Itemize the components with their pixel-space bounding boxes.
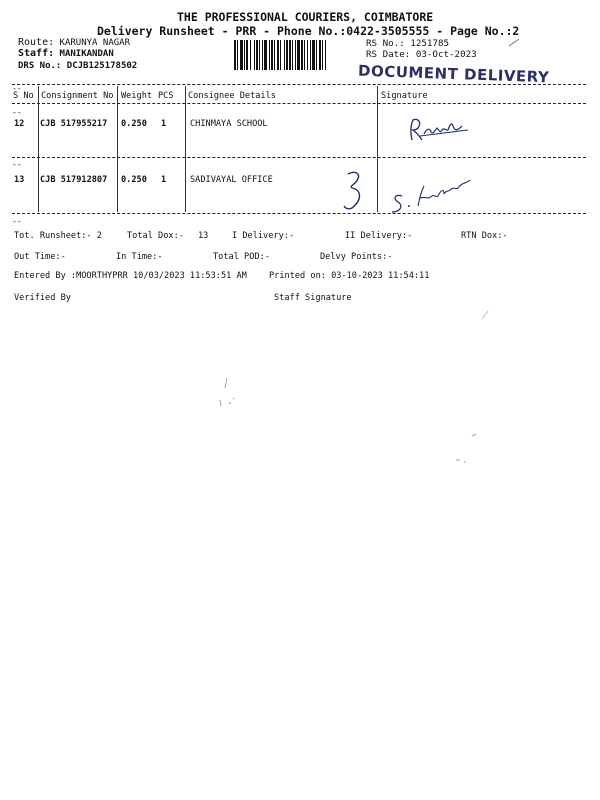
- row-consignment: CJB 517912807: [40, 175, 108, 185]
- rs-date-row: [366, 49, 477, 60]
- barcode-bar: [274, 40, 275, 70]
- rtn-dox: RTN Dox:-: [461, 231, 508, 241]
- header-pcs: PCS: [158, 91, 174, 101]
- divider-mark: --: [12, 84, 22, 93]
- rs-date-value: 03-Oct-2023: [415, 49, 477, 60]
- barcode-bar: [295, 40, 296, 70]
- delvy-points: Delvy Points:-: [320, 252, 393, 262]
- staff-value: MANIKANDAN: [59, 49, 114, 59]
- rs-no-row: [366, 38, 449, 49]
- drs-value: DCJB125178502: [66, 61, 138, 71]
- barcode-bar: [316, 40, 317, 70]
- total-dox-label: Total Dox:-: [127, 231, 184, 241]
- barcode-bar: [240, 40, 243, 70]
- header-weight: Weight: [121, 91, 153, 101]
- barcode-bar: [256, 40, 258, 70]
- barcode: [234, 40, 356, 70]
- staff-signature: Staff Signature: [274, 293, 352, 303]
- row-sno: 13: [14, 175, 25, 185]
- barcode-bar: [269, 40, 270, 70]
- signature-row-13: [340, 168, 490, 218]
- total-pod: Total POD:-: [213, 252, 270, 262]
- scan-noise: [450, 430, 490, 470]
- divider-mark: --: [12, 108, 22, 117]
- staff-label: Staff:: [18, 48, 55, 59]
- barcode-bar: [319, 40, 321, 70]
- scan-noise: [215, 370, 275, 420]
- barcode-bar: [292, 40, 293, 70]
- column-divider: [117, 86, 118, 212]
- in-time: In Time:-: [116, 252, 163, 262]
- header-consignment: Consignment No: [41, 91, 114, 101]
- runsheet-subtitle: Delivery Runsheet - PRR - Phone No.:0422-3505555 - Page No.:2: [97, 24, 520, 38]
- barcode-bar: [312, 40, 315, 70]
- barcode-bar: [246, 40, 248, 70]
- barcode-bar: [325, 40, 326, 70]
- header-details: Consignee Details: [188, 91, 276, 101]
- barcode-bar: [280, 40, 281, 70]
- document-delivery-stamp: DOCUMENT DELIVERY: [357, 61, 550, 87]
- printed-on: Printed on: 03-10-2023 11:54:11: [269, 271, 430, 281]
- row-consignment: CJB 517955217: [40, 119, 108, 129]
- divider-mark: --: [12, 217, 22, 226]
- header-signature: Signature: [381, 91, 428, 101]
- row-pcs: 1: [161, 119, 167, 129]
- barcode-bar: [322, 40, 323, 70]
- i-delivery: I Delivery:-: [232, 231, 295, 241]
- barcode-bar: [307, 40, 308, 70]
- signature-row-12: [400, 112, 480, 148]
- barcode-bar: [284, 40, 285, 70]
- rs-no-label: RS No.:: [366, 38, 405, 49]
- row-pcs: 1: [161, 175, 167, 185]
- row-details: CHINMAYA SCHOOL: [190, 119, 268, 129]
- divider: [12, 103, 586, 104]
- barcode-bar: [286, 40, 288, 70]
- barcode-bar: [301, 40, 303, 70]
- staff-row: [18, 48, 114, 59]
- barcode-bar: [237, 40, 238, 70]
- column-divider: [185, 86, 186, 212]
- barcode-bar: [259, 40, 260, 70]
- barcode-bar: [304, 40, 305, 70]
- row-weight: 0.250: [121, 175, 147, 185]
- column-divider: [38, 86, 39, 212]
- rs-no-value: 1251785: [410, 38, 450, 49]
- barcode-bar: [254, 40, 255, 70]
- barcode-bar: [277, 40, 279, 70]
- route-row: [18, 37, 130, 48]
- rs-date-label: RS Date:: [366, 49, 411, 60]
- tot-runsheet: Tot. Runsheet:- 2: [14, 231, 102, 241]
- barcode-bar: [289, 40, 291, 70]
- row-weight: 0.250: [121, 119, 147, 129]
- barcode-bar: [271, 40, 273, 70]
- row-details: SADIVAYAL OFFICE: [190, 175, 273, 185]
- total-dox-value: 13: [198, 231, 209, 241]
- barcode-bar: [297, 40, 300, 70]
- row-sno: 12: [14, 119, 25, 129]
- barcode-bar: [234, 40, 236, 70]
- drs-label: DRS No.:: [18, 61, 62, 71]
- barcode-bar: [250, 40, 251, 70]
- divider: [12, 157, 586, 158]
- divider: [12, 84, 586, 85]
- route-label: Route:: [18, 37, 55, 48]
- out-time: Out Time:-: [14, 252, 66, 262]
- barcode-bar: [244, 40, 245, 70]
- divider-mark: --: [12, 160, 22, 169]
- barcode-bar: [264, 40, 267, 70]
- route-value: KARUNYA NAGAR: [59, 38, 130, 48]
- barcode-bar: [262, 40, 263, 70]
- drs-row: [18, 61, 137, 71]
- header-sno: S No: [13, 91, 34, 101]
- entered-by: Entered By :MOORTHYPRR 10/03/2023 11:53:51 AM: [14, 271, 247, 281]
- ii-delivery: II Delivery:-: [345, 231, 413, 241]
- barcode-bar: [310, 40, 311, 70]
- verified-by: Verified By: [14, 293, 71, 303]
- scan-noise: [505, 36, 525, 50]
- company-name: THE PROFESSIONAL COURIERS, COIMBATORE: [177, 10, 434, 24]
- divider: [12, 213, 586, 214]
- scan-noise: [478, 305, 498, 325]
